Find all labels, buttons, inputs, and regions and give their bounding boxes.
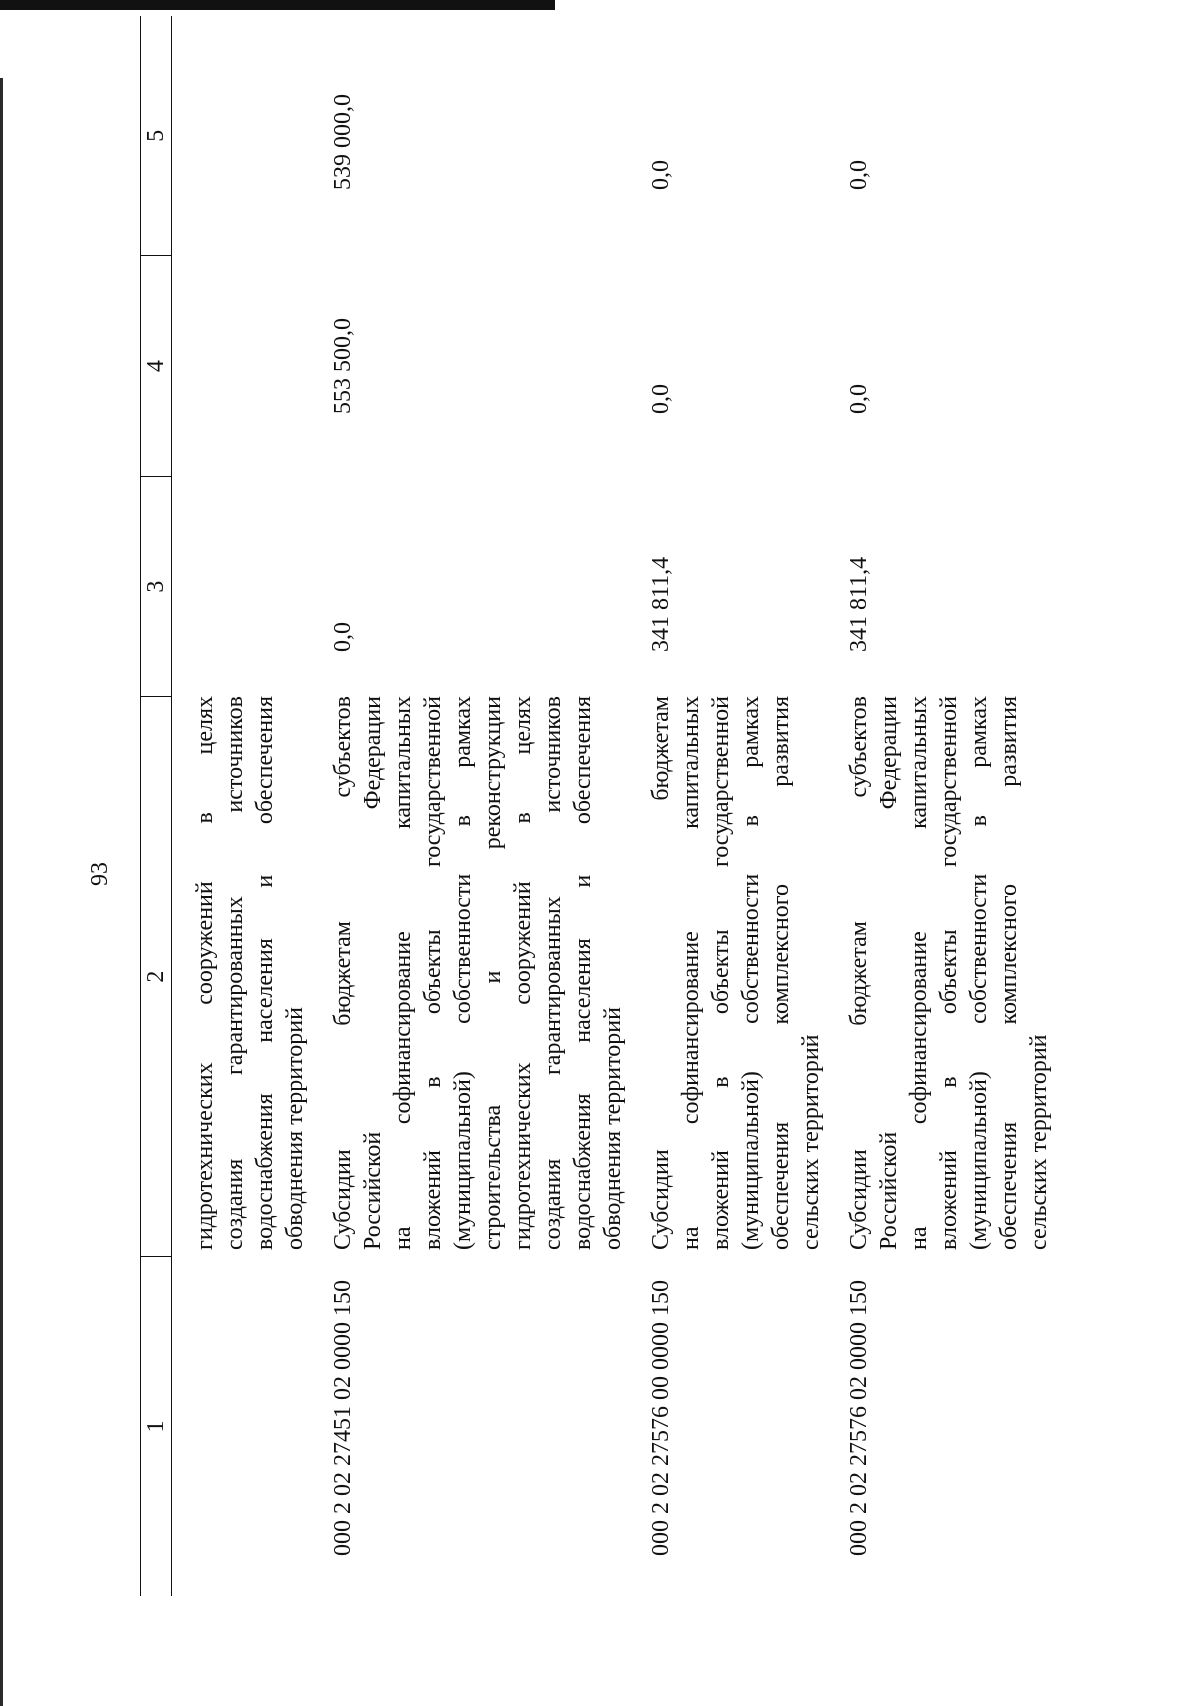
header-cell-2: 2 (141, 696, 171, 1256)
table-header (140, 16, 172, 1596)
amount-col4: 553 500,0 (330, 318, 356, 414)
description-line: вложений в объекты государственной (936, 696, 962, 1250)
budget-code: 000 2 02 27576 00 0000 150 (648, 1280, 674, 1556)
description-line: создания гарантированных источников (222, 696, 248, 1250)
table-row (844, 16, 1054, 1596)
description-line: обводнения территорий (600, 1007, 626, 1250)
table-body (190, 16, 1054, 1596)
header-cell-5: 5 (143, 129, 169, 142)
amount-col3: 0,0 (330, 622, 356, 652)
description-line: обеспечения комплексного развития (996, 696, 1022, 1250)
budget-code (190, 1256, 310, 1596)
amount-col4 (190, 256, 310, 476)
page-number: 93 (87, 862, 113, 886)
description (646, 696, 826, 1256)
amount-col3: 341 811,4 (846, 556, 872, 652)
description-line: Субсидии бюджетам субъектов (846, 696, 872, 1250)
amount-col5: 0,0 (846, 160, 872, 190)
description-line: на софинансирование капитальных (678, 696, 704, 1250)
description-line: Субсидии бюджетам (648, 696, 674, 1250)
description-line: Субсидии бюджетам субъектов (330, 696, 356, 1250)
description (844, 696, 1054, 1256)
description-line: вложений в объекты государственной (708, 696, 734, 1250)
amount-col4: 0,0 (846, 384, 872, 414)
description-line: водоснабжения населения и обеспечения (252, 696, 278, 1250)
description-line: гидротехнических сооружений в целях (510, 696, 536, 1250)
amount-col3: 341 811,4 (648, 556, 674, 652)
table-row (190, 16, 310, 1596)
description-line: (муниципальной) собственности в рамках (738, 696, 764, 1250)
description (328, 696, 628, 1256)
description-line: водоснабжения населения и обеспечения (570, 696, 596, 1250)
amount-col3 (190, 476, 310, 696)
description (190, 696, 310, 1256)
description-line: обводнения территорий (282, 1007, 308, 1250)
amount-col5: 539 000,0 (330, 94, 356, 190)
budget-code: 000 2 02 27451 02 0000 150 (330, 1280, 356, 1556)
description-line: сельских территорий (798, 1034, 824, 1250)
header-cell-4: 4 (141, 255, 171, 475)
amount-col4: 0,0 (648, 384, 674, 414)
description-line: (муниципальной) собственности в рамках (450, 696, 476, 1250)
description-line: строительства и реконструкции (480, 696, 506, 1250)
description-line: сельских территорий (1026, 1034, 1052, 1250)
budget-table (140, 16, 1054, 1596)
description-line: Российской Федерации (876, 696, 902, 1250)
amount-col5: 0,0 (648, 160, 674, 190)
description-line: (муниципальной) собственности в рамках (966, 696, 992, 1250)
description-line: Российской Федерации (360, 696, 386, 1250)
amount-col5 (190, 16, 310, 256)
description-line: вложений в объекты государственной (420, 696, 446, 1250)
description-line: на софинансирование капитальных (906, 696, 932, 1250)
description-line: создания гарантированных источников (540, 696, 566, 1250)
table-row (646, 16, 826, 1596)
header-cell-1: 1 (141, 1256, 171, 1596)
description-line: гидротехнических сооружений в целях (192, 696, 218, 1250)
budget-code: 000 2 02 27576 02 0000 150 (846, 1280, 872, 1556)
header-cell-3: 3 (141, 476, 171, 696)
description-line: обеспечения комплексного развития (768, 696, 794, 1250)
description-line: на софинансирование капитальных (390, 696, 416, 1250)
table-row (328, 16, 628, 1596)
